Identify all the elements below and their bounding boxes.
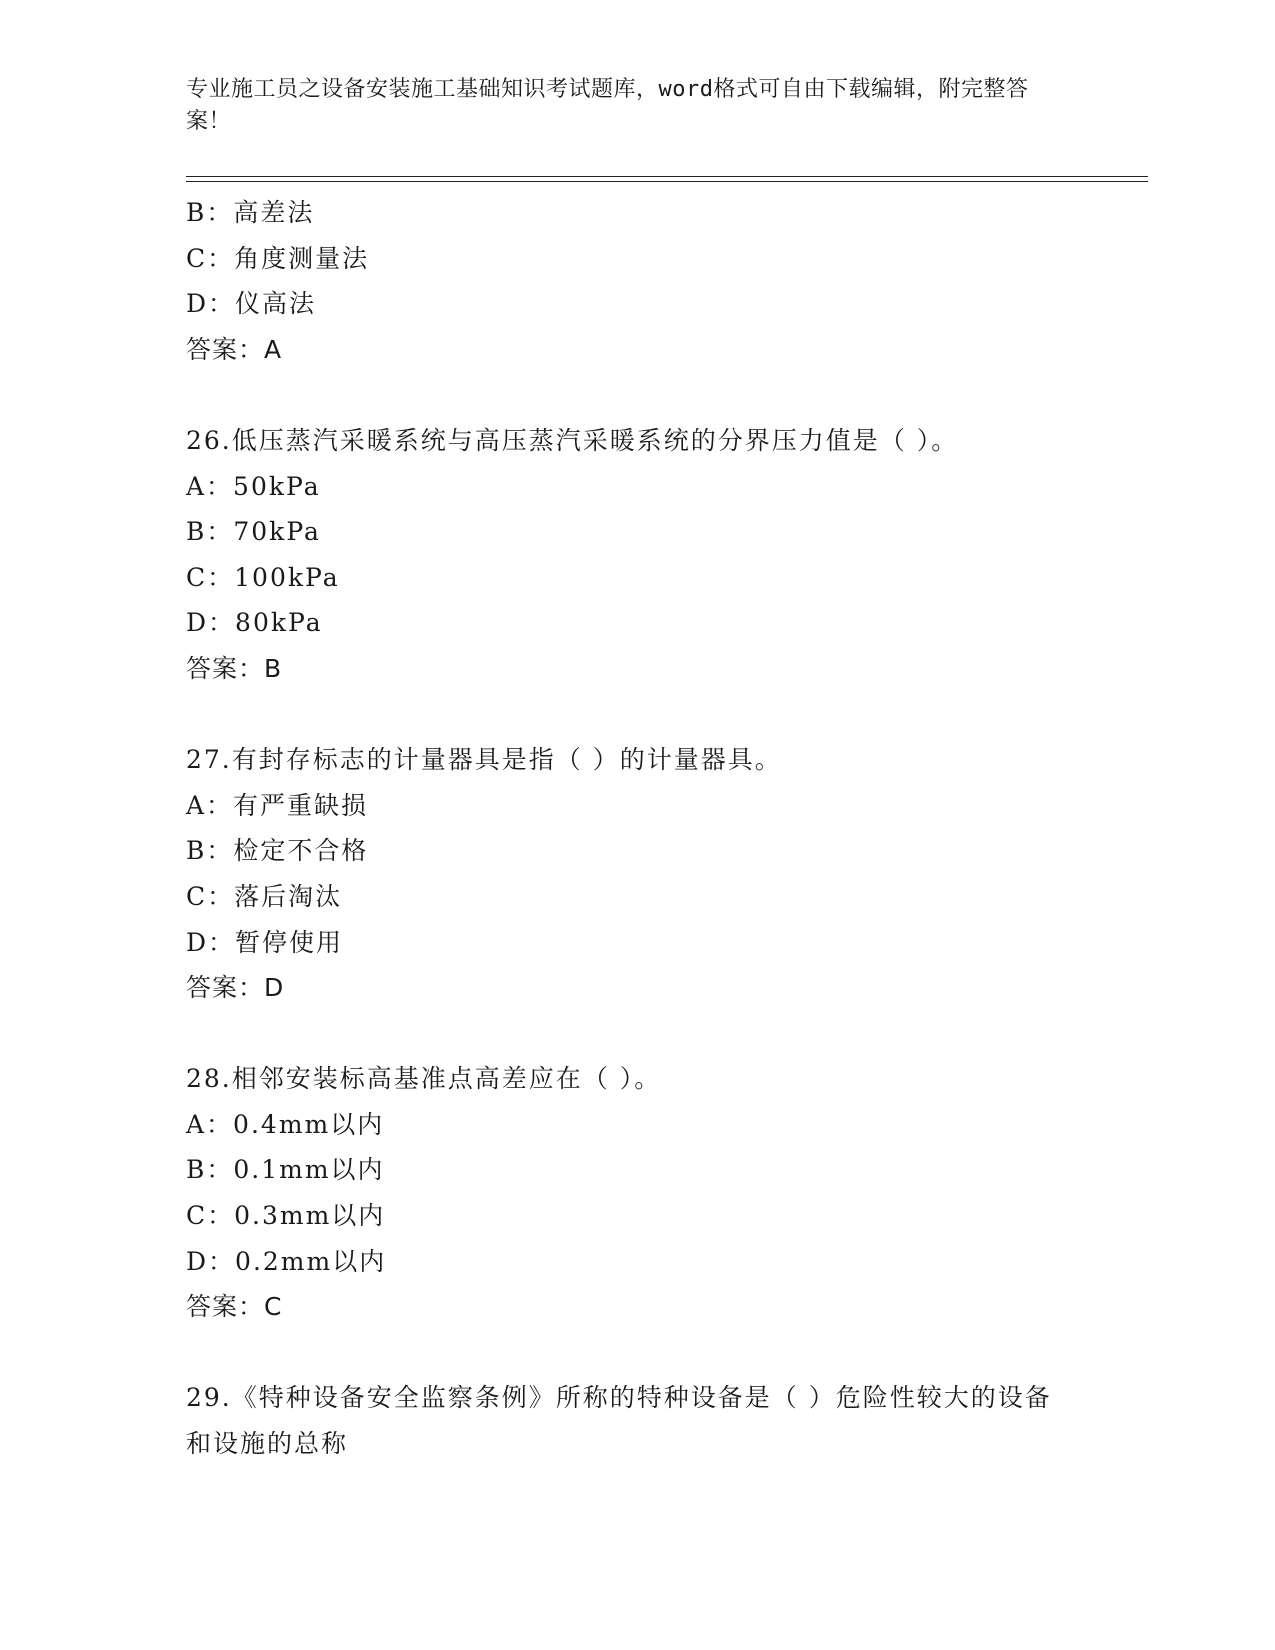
answer-line: 答案：B bbox=[186, 653, 283, 683]
question-29 bbox=[186, 1375, 1086, 1466]
option-c: C：100kPa bbox=[186, 562, 340, 592]
question-stem: 27.有封存标志的计量器具是指（ ）的计量器具。 bbox=[186, 745, 782, 775]
option-b: B：0.1mm以内 bbox=[186, 1155, 385, 1185]
option-c: C：0.3mm以内 bbox=[186, 1201, 386, 1231]
spacer bbox=[186, 372, 1086, 418]
question-28 bbox=[186, 1056, 1086, 1330]
option-a: A：0.4mm以内 bbox=[186, 1109, 385, 1139]
header-divider-bottom bbox=[186, 181, 1148, 182]
question-stem: 29.《特种设备安全监察条例》所称的特种设备是（ ）危险性较大的设备和设施的总称 bbox=[186, 1383, 1052, 1459]
option-d: D：80kPa bbox=[186, 608, 323, 638]
answer-line: 答案：C bbox=[186, 1292, 283, 1322]
spacer bbox=[186, 692, 1086, 738]
option-c: C：角度测量法 bbox=[186, 243, 370, 273]
option-b: B：70kPa bbox=[186, 517, 321, 547]
question-stem: 26.低压蒸汽采暖系统与高压蒸汽采暖系统的分界压力值是（ ）。 bbox=[186, 425, 959, 455]
spacer bbox=[186, 1330, 1086, 1376]
option-b: B：高差法 bbox=[186, 198, 315, 227]
option-c: C：落后淘汰 bbox=[186, 881, 343, 911]
answer-line: 答案：D bbox=[186, 973, 285, 1003]
option-d: D：仪高法 bbox=[186, 289, 317, 319]
option-b: B：检定不合格 bbox=[186, 836, 369, 866]
question-25-continued bbox=[186, 190, 1086, 372]
question-26 bbox=[186, 418, 1086, 692]
document-header: 专业施工员之设备安装施工基础知识考试题库，word格式可自由下载编辑，附完整答案！ bbox=[186, 77, 1029, 134]
option-a: A：50kPa bbox=[186, 471, 321, 501]
spacer bbox=[186, 1011, 1086, 1057]
header-divider-top bbox=[186, 176, 1148, 177]
option-a: A：有严重缺损 bbox=[186, 790, 369, 820]
answer-line: 答案：A bbox=[186, 334, 283, 364]
option-d: D：0.2mm以内 bbox=[186, 1246, 387, 1276]
option-d: D：暂停使用 bbox=[186, 927, 344, 957]
question-27 bbox=[186, 737, 1086, 1011]
question-stem: 28.相邻安装标高基准点高差应在（ ）。 bbox=[186, 1064, 662, 1094]
question-list bbox=[186, 190, 1086, 1467]
